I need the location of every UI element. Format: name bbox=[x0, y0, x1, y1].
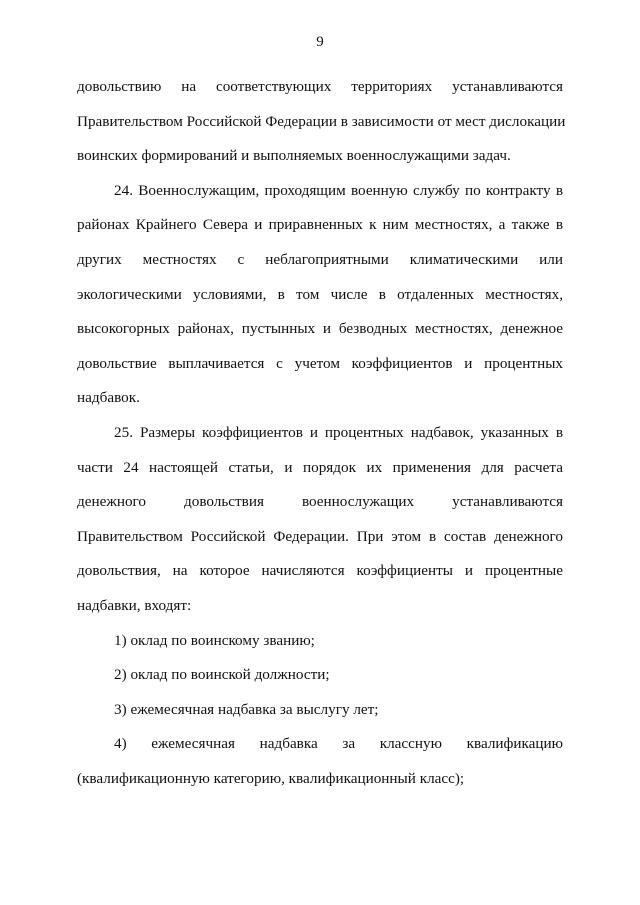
text-line: (квалификационную категорию, квалификационный класс); bbox=[77, 769, 465, 787]
paragraph-continuation bbox=[77, 70, 566, 174]
list-item-4 bbox=[77, 727, 563, 796]
text-line: воинских формирований и выполняемых военнослужащими задач. bbox=[77, 147, 511, 165]
text-line: других местностях с неблагоприятными климатическими или bbox=[77, 250, 563, 268]
text-line: довольствию на соответствующих территориях устанавливаются bbox=[77, 78, 563, 95]
text-line: 3) ежемесячная надбавка за выслугу лет; bbox=[114, 700, 379, 718]
paragraph-24 bbox=[77, 174, 563, 416]
text-line: 2) оклад по воинской должности; bbox=[114, 666, 330, 684]
page-number: 9 bbox=[316, 34, 324, 50]
text-line: части 24 настоящей статьи, и порядок их применения для расчета bbox=[77, 458, 563, 476]
document-body bbox=[77, 70, 566, 796]
text-line: 4) ежемесячная надбавка за классную квалификацию bbox=[114, 735, 563, 753]
text-line: районах Крайнего Севера и приравненных к ним местностях, а также в bbox=[77, 216, 563, 234]
list-item-3 bbox=[77, 693, 563, 728]
list-item-2 bbox=[77, 658, 563, 693]
text-line: Правительством Российской Федерации в зависимости от мест дислокации bbox=[77, 112, 566, 130]
text-line: экологическими условиями, в том числе в отдаленных местностях, bbox=[77, 285, 563, 303]
text-line: довольствие выплачивается с учетом коэффициентов и процентных bbox=[77, 354, 563, 372]
text-line: 1) оклад по воинскому званию; bbox=[114, 631, 315, 649]
text-line: надбавок. bbox=[77, 389, 140, 407]
text-line: надбавки, входят: bbox=[77, 596, 192, 614]
text-line: высокогорных районах, пустынных и безводных местностях, денежное bbox=[77, 320, 563, 338]
text-line: денежного довольствия военнослужащих устанавливаются bbox=[77, 493, 563, 511]
paragraph-25 bbox=[77, 416, 563, 624]
list-item-1 bbox=[77, 624, 563, 659]
text-line: 24. Военнослужащим, проходящим военную службу по контракту в bbox=[114, 181, 563, 199]
text-line: 25. Размеры коэффициентов и процентных надбавок, указанных в bbox=[114, 423, 563, 441]
text-line: Правительством Российской Федерации. При этом в состав денежного bbox=[77, 527, 563, 545]
text-line: довольствия, на которое начисляются коэффициенты и процентные bbox=[77, 562, 563, 580]
